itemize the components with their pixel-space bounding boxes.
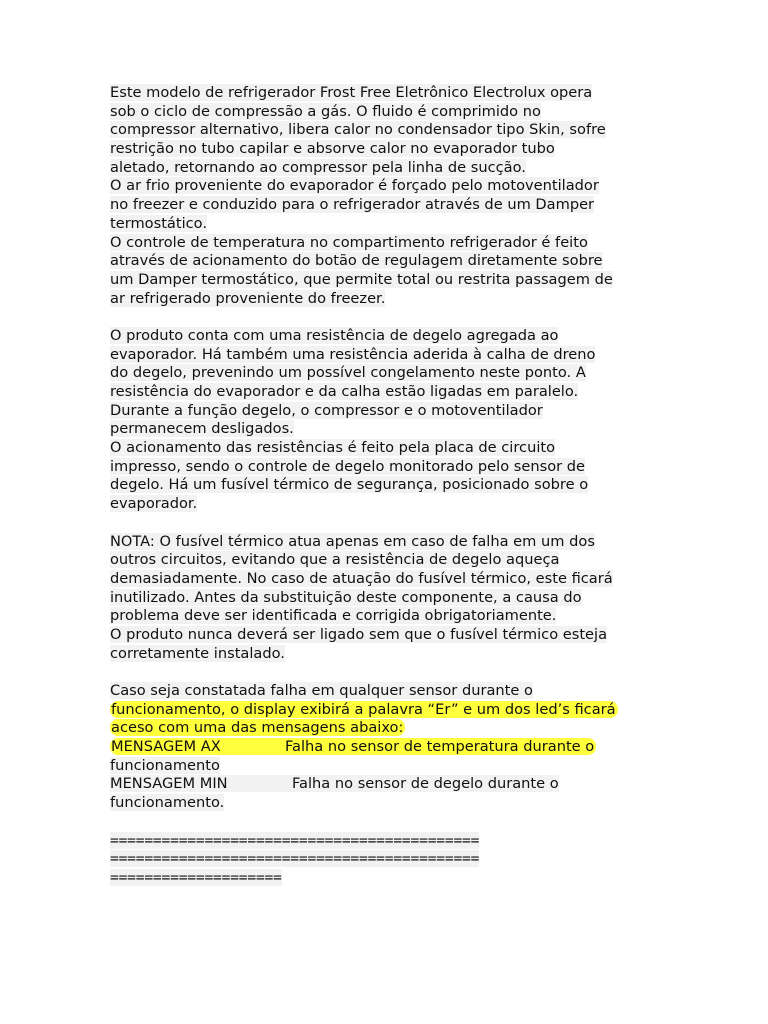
paragraph1-line xyxy=(110,290,666,309)
separator-line xyxy=(110,832,666,851)
text-line: termostático. xyxy=(110,214,207,232)
text-line: resistência do evaporador e da calha estão ligadas em paralelo. xyxy=(110,383,579,400)
text-line: funcionamento xyxy=(110,756,220,774)
paragraph2-line xyxy=(110,383,666,402)
text-line: demasiadamente. No caso de atuação do fusível térmico, este ficará xyxy=(110,569,613,587)
message-min-cont-row xyxy=(110,794,666,813)
text-line: Durante a função degelo, o compressor e o motoventilador xyxy=(110,401,543,419)
paragraph1-line xyxy=(110,140,666,159)
paragraph3-line xyxy=(110,589,666,608)
paragraph1-line xyxy=(110,271,666,290)
paragraph-spacer xyxy=(110,308,666,327)
text-line: NOTA: O fusível térmico atua apenas em caso de falha em um dos xyxy=(110,532,595,550)
paragraph4-line xyxy=(110,719,666,738)
paragraph-spacer xyxy=(110,514,666,533)
highlighted-message-ax xyxy=(110,738,596,755)
paragraph4-line xyxy=(110,682,666,701)
paragraph3-line xyxy=(110,607,666,626)
text-line: ar refrigerado proveniente do freezer. xyxy=(110,289,386,307)
paragraph1-line xyxy=(110,196,666,215)
text-line: impresso, sendo o controle de degelo monitorado pelo sensor de xyxy=(110,457,586,475)
paragraph3-line xyxy=(110,533,666,552)
text-line: através de acionamento do botão de regulagem diretamente sobre xyxy=(110,252,603,270)
paragraph1-line xyxy=(110,234,666,253)
text-line: corretamente instalado. xyxy=(110,644,285,662)
message-min-label: MENSAGEM MIN xyxy=(110,775,228,793)
paragraph1-line xyxy=(110,103,666,122)
paragraph1-line xyxy=(110,84,666,103)
paragraph-spacer xyxy=(110,663,666,682)
paragraph4-line xyxy=(110,701,666,720)
message-min xyxy=(110,775,559,792)
text-line: do degelo, prevenindo um possível congelamento neste ponto. A xyxy=(110,364,586,382)
text-line: no freezer e conduzido para o refrigerador através de um Damper xyxy=(110,196,595,214)
paragraph3-line xyxy=(110,570,666,589)
paragraph3-line xyxy=(110,645,666,664)
paragraph1-line xyxy=(110,121,666,140)
message-ax-row xyxy=(110,738,666,757)
paragraph1-line xyxy=(110,215,666,234)
text-line: restrição no tubo capilar e absorve calor no evaporador tubo xyxy=(110,140,555,158)
highlighted-text: aceso com uma das mensagens abaixo: xyxy=(111,719,404,737)
text-line: permanecem desligados. xyxy=(110,420,294,438)
message-min-text: Falha no sensor de degelo durante o xyxy=(292,775,559,793)
text-line: compressor alternativo, libera calor no condensador tipo Skin, sofre xyxy=(110,121,606,139)
text-line: outros circuitos, evitando que a resistência de degelo aqueça xyxy=(110,551,560,569)
text-line: Caso seja constatada falha em qualquer sensor durante o xyxy=(110,682,533,699)
paragraph1-line xyxy=(110,177,666,196)
text-line: um Damper termostático, que permite total ou restrita passagem de xyxy=(110,270,613,288)
separator-line xyxy=(110,869,666,888)
paragraph2-line xyxy=(110,346,666,365)
paragraph2-line xyxy=(110,327,666,346)
message-min-row xyxy=(110,775,666,794)
text-line: O produto conta com uma resistência de degelo agregada ao xyxy=(110,326,559,344)
separator-line xyxy=(110,850,666,869)
message-ax-cont-row xyxy=(110,757,666,776)
text-line: inutilizado. Antes da substituição deste componente, a causa do xyxy=(110,588,582,606)
text-line: O ar frio proveniente do evaporador é forçado pelo motoventilador xyxy=(110,177,599,195)
separator-text: =========================================== xyxy=(110,831,480,849)
message-ax-label: MENSAGEM AX xyxy=(111,738,221,756)
text-line: O acionamento das resistências é feito pela placa de circuito xyxy=(110,439,556,457)
paragraph2-line xyxy=(110,458,666,477)
text-line: aletado, retornando ao compressor pela linha de sucção. xyxy=(110,158,526,176)
paragraph1-line xyxy=(110,252,666,271)
text-line: O produto nunca deverá ser ligado sem que o fusível térmico esteja xyxy=(110,625,608,643)
text-line: evaporador. Há também uma resistência aderida à calha de dreno xyxy=(110,345,596,363)
separator-text: ==================== xyxy=(110,868,282,886)
highlighted-text: funcionamento, o display exibirá a palavra “Er” e um dos led’s ficará xyxy=(111,700,616,718)
document-body xyxy=(110,84,666,888)
paragraph2-line xyxy=(110,439,666,458)
paragraph2-line xyxy=(110,476,666,495)
separator-text: =========================================== xyxy=(110,850,480,868)
text-line: sob o ciclo de compressão a gás. O fluido é comprimido no xyxy=(110,102,541,120)
message-ax-text: Falha no sensor de temperatura durante o xyxy=(285,738,595,756)
paragraph2-line xyxy=(110,420,666,439)
paragraph2-line xyxy=(110,495,666,514)
paragraph3-line xyxy=(110,551,666,570)
paragraph2-line xyxy=(110,364,666,383)
paragraph-spacer xyxy=(110,813,666,832)
text-line: Este modelo de refrigerador Frost Free Eletrônico Electrolux opera xyxy=(110,84,593,101)
paragraph3-line xyxy=(110,626,666,645)
paragraph2-line xyxy=(110,402,666,421)
text-line: problema deve ser identificada e corrigida obrigatoriamente. xyxy=(110,607,557,625)
text-line: evaporador. xyxy=(110,495,198,513)
text-line: O controle de temperatura no compartimento refrigerador é feito xyxy=(110,233,588,251)
paragraph1-line xyxy=(110,159,666,178)
text-line: funcionamento. xyxy=(110,794,225,812)
text-line: degelo. Há um fusível térmico de segurança, posicionado sobre o xyxy=(110,476,589,494)
